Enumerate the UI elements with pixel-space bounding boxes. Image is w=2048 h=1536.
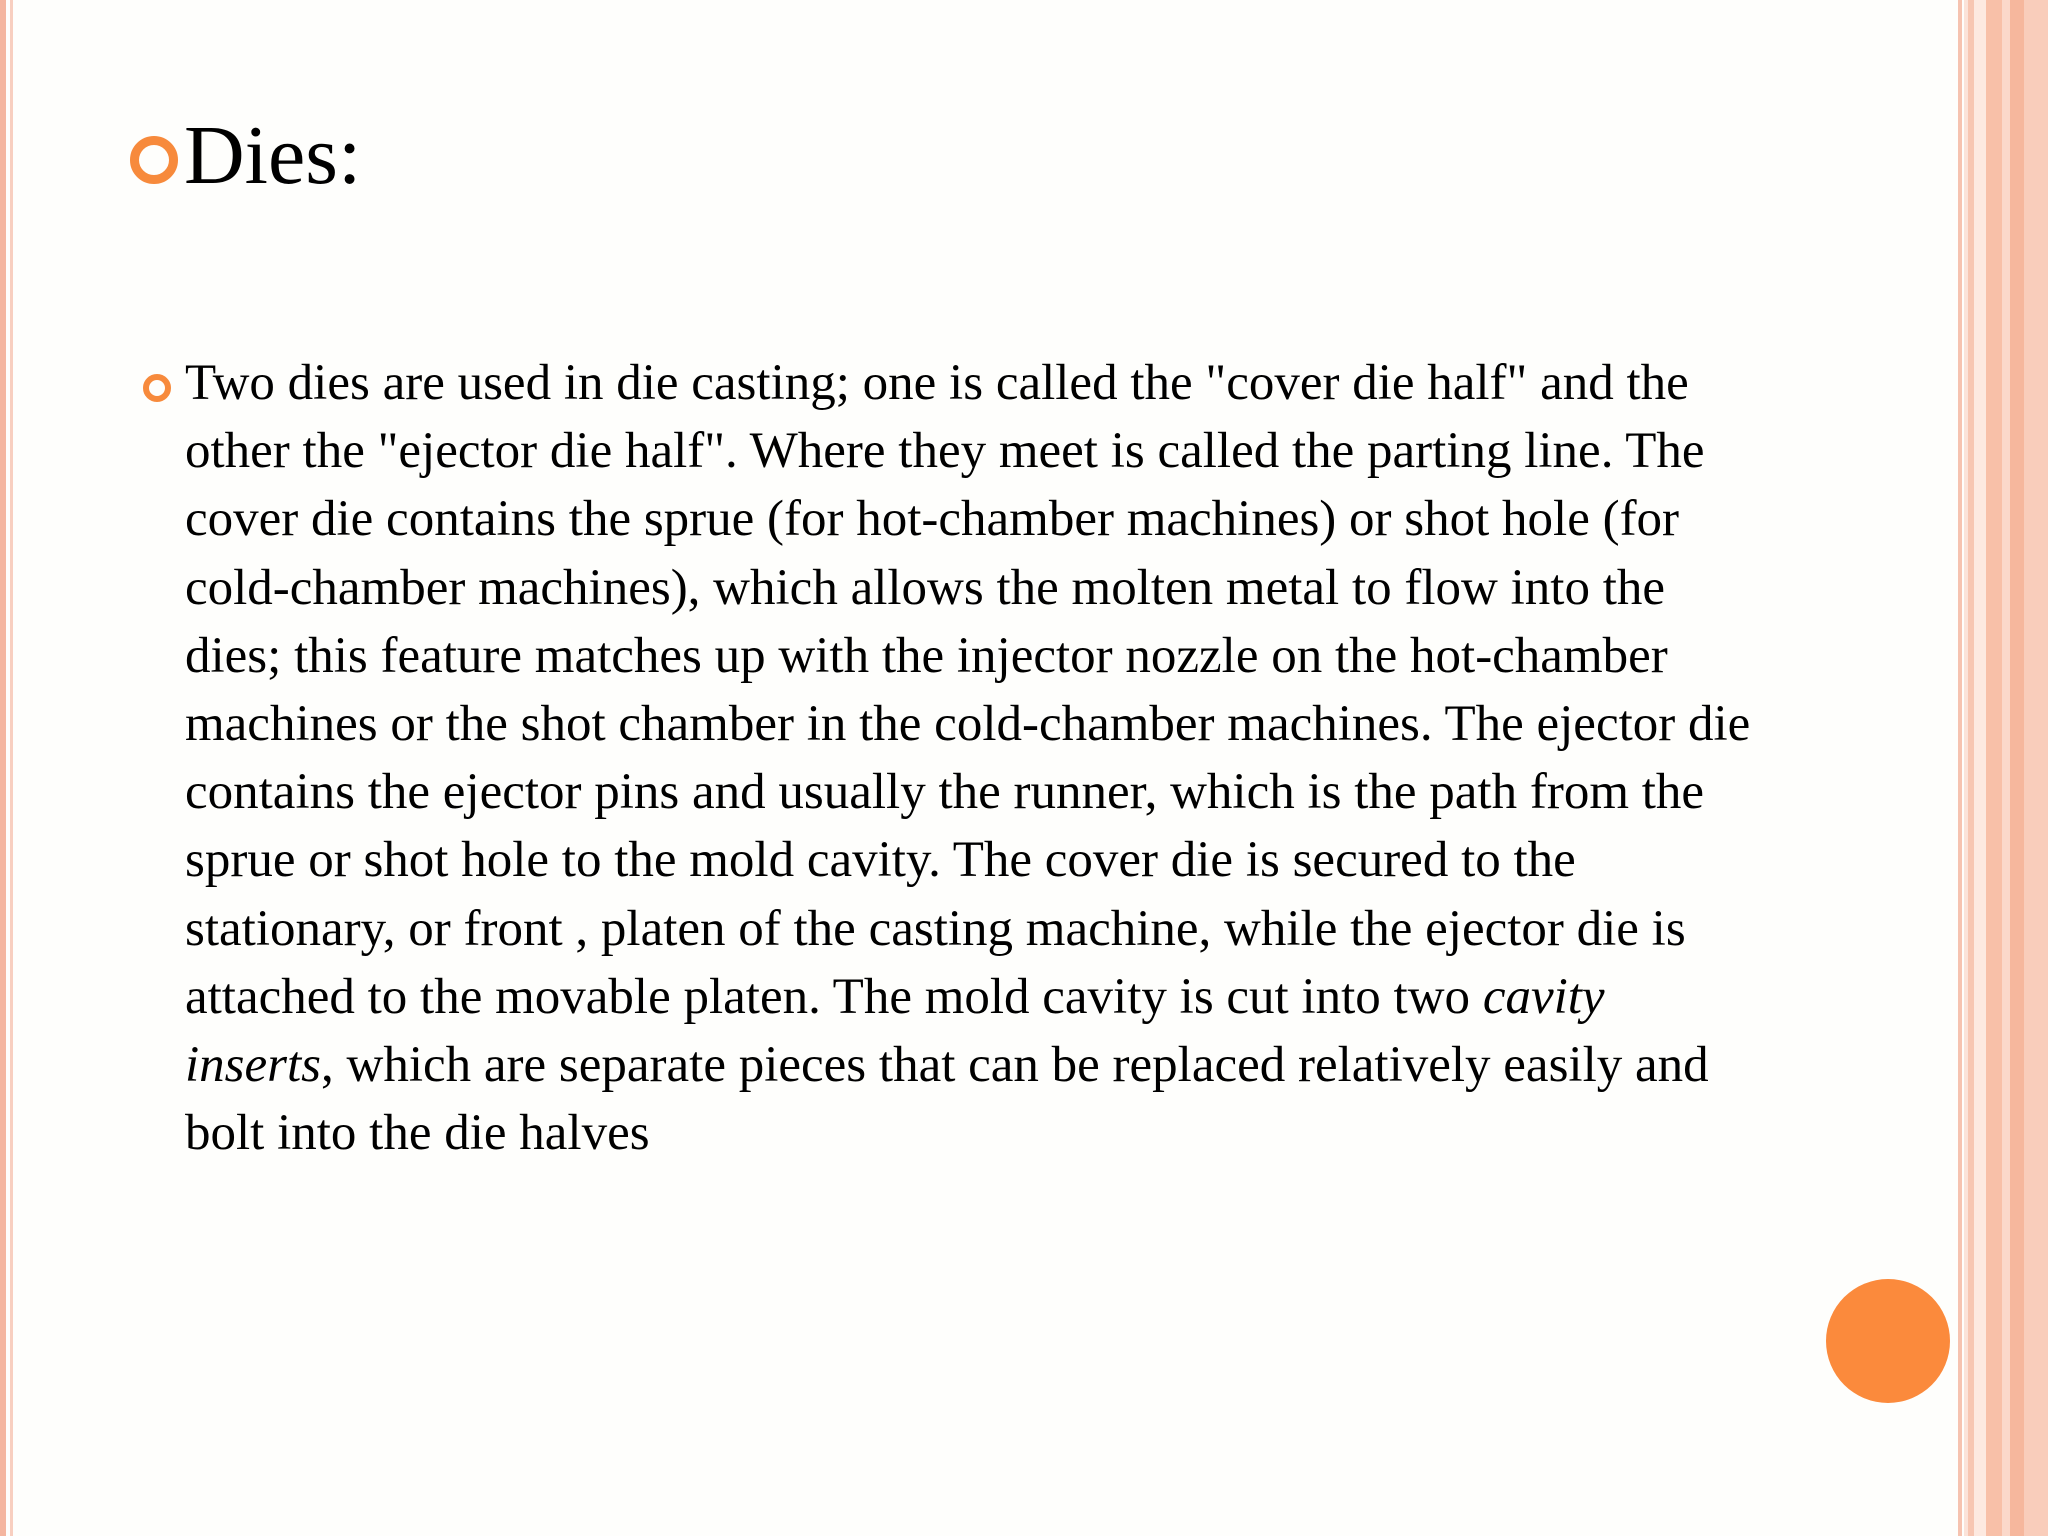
body-text-part2: , which are separate pieces that can be replaced relatively easily and bolt into the die halves	[185, 1037, 1709, 1162]
body-paragraph	[185, 349, 1765, 1167]
body-bullet-icon	[143, 374, 171, 402]
body-text-part1: Two dies are used in die casting; one is called the "cover die half" and the other the "ejector die half". Where they meet is called the parting line. The cover die contains the sprue (for hot-chamber machines) or shot hole (for cold-chamber machines), which allows the molten metal to flow into the dies; this feature matches up with the injector nozzle on the hot-chamber machines or the shot chamber in the cold-chamber machines. The ejector die contains the ejector pins and usually the runner, which is the path from the sprue or shot hole to the mold cavity. The cover die is secured to the stationary, or front , platen of the casting machine, while the ejector die is attached to the movable platen. The mold cavity is cut into two	[185, 355, 1751, 1025]
orange-circle-decoration	[1826, 1279, 1950, 1403]
slide-title-text: Dies:	[184, 109, 362, 202]
left-border-line	[0, 0, 6, 1536]
right-stripe	[2024, 0, 2048, 1536]
right-stripe	[2002, 0, 2010, 1536]
right-stripe	[1974, 0, 1986, 1536]
right-stripe	[1958, 0, 1962, 1536]
body-text-emphasis: cavity inserts	[185, 968, 1605, 1094]
slide-title	[130, 108, 361, 204]
right-stripe	[2010, 0, 2024, 1536]
title-bullet-icon	[130, 136, 178, 184]
right-stripe	[1986, 0, 2002, 1536]
left-border-line-thin	[10, 0, 13, 1536]
